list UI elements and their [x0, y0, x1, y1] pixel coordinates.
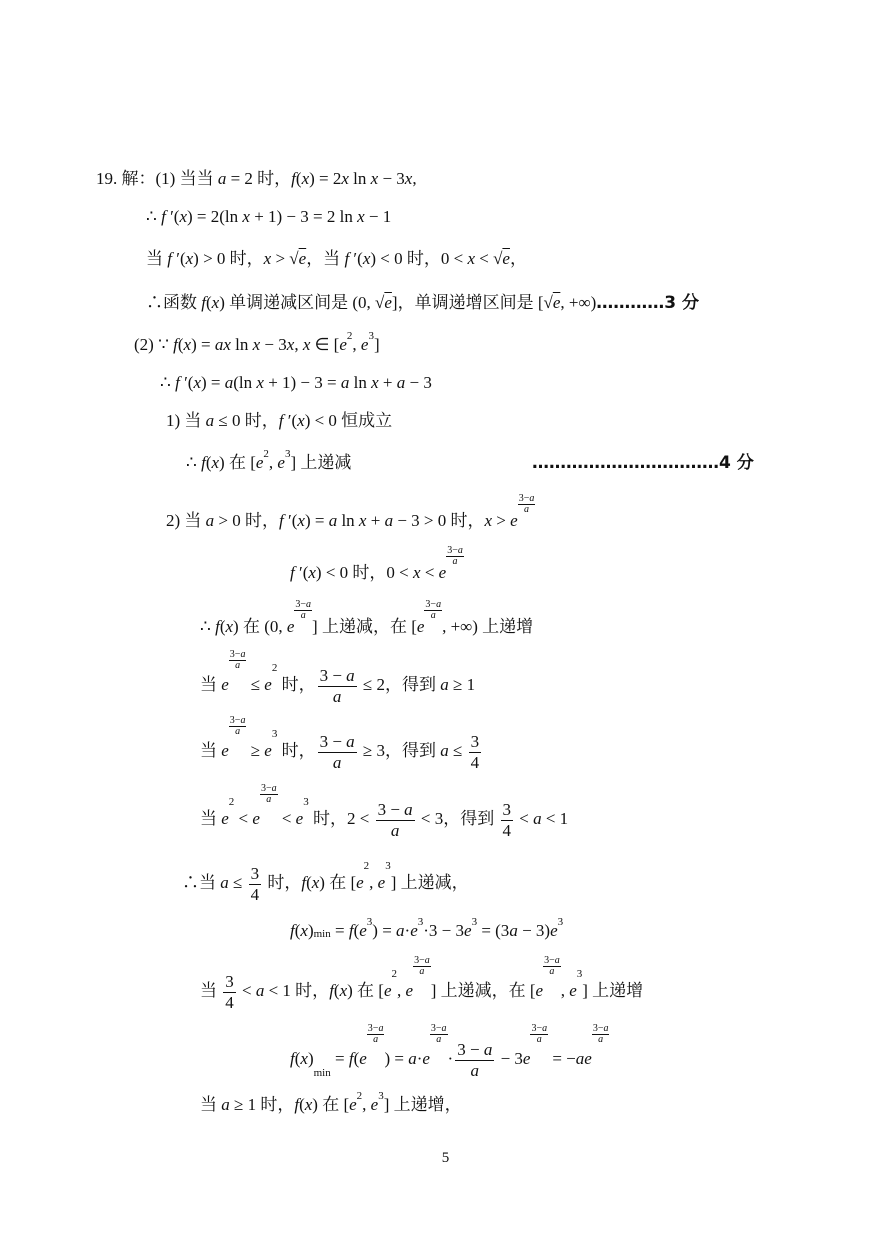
solution-line-18: f(x)min = f(e $\frac{3-a}{a}$ ) = a·e $\frac{3-a}{a}$ · $\frac{3 - a}{a}$ − 3e $\frac{3-a}{a}$ = −ae $\frac{3-a}{a}$ — [290, 1023, 609, 1080]
solution-line-15: ∴当 a ≤ $\frac{3}{4}$ 时，f(x) 在 [$e^2$, $e^3$] 上递减， — [182, 860, 469, 904]
score-mark-4: ……………………………4 分 — [532, 453, 754, 473]
solution-line-4: ∴函数 f(x) 单调递减区间是 (0, √e]，单调递增区间是 [√e, +∞)…………3 分 — [146, 293, 699, 313]
solution-line-3: 当 f ′(x) > 0 时，x > √e，当 f ′(x) < 0 时，0 < x < √e， — [146, 249, 527, 268]
solution-line-16: $f(x)\min = f(e^3) = a\cdot e^3\cdot 3 - 3e^3 = (3a - 3)e^3$ — [290, 916, 564, 940]
solution-line-17: 当 $\frac{3}{4}$ < a < 1 时，f(x) 在 [$e^2$, e $\frac{3-a}{a}$ ] 上递减，在 [e $\frac{3-a}{a}$ , $e^3$] 上递增 — [200, 955, 644, 1012]
solution-line-2: ∴ f ′(x) = 2(ln x + 1) − 3 = 2 ln x − 1 — [146, 207, 392, 226]
solution-line-12: 当 e $\frac{3-a}{a}$ ≤ $e^2$ 时， $\frac{3 - a}{a}$ ≤ 2，得到 a ≥ 1 — [200, 649, 476, 706]
solution-line-1: 19. 解：(1) 当当 a = 2 时，f(x) = 2x ln x − 3x, — [96, 169, 417, 188]
solution-line-19: 当 a ≥ 1 时，f(x) 在 [$e^2$, $e^3$] 上递增， — [200, 1090, 462, 1114]
solution-line-6: ∴ f ′(x) = a(ln x + 1) − 3 = a ln x + a − 3 — [160, 373, 432, 392]
solution-line-14: 当 $e^2 < e$ $\frac{3-a}{a}$ < $e^3$ 时，2 < $\frac{3 - a}{a}$ < 3，得到 $\frac{3}{4}$ < a < 1 — [200, 783, 569, 840]
score-mark-3: …………3 分 — [596, 293, 699, 313]
solution-line-13: 当 e $\frac{3-a}{a}$ ≥ $e^3$ 时， $\frac{3 - a}{a}$ ≥ 3，得到 a ≤ $\frac{3}{4}$ — [200, 715, 480, 772]
solution-line-9: 2) 当 a > 0 时，f ′(x) = a ln x + a − 3 > 0 时，x > e $\frac{3-a}{a}$ — [166, 493, 535, 530]
page-number: 5 — [441, 1150, 450, 1166]
solution-line-11: ∴ f(x) 在 (0, e $\frac{3-a}{a}$ ] 上递减，在 [e $\frac{3-a}{a}$ , +∞) 上递增 — [200, 599, 534, 636]
solution-line-7: 1) 当 a ≤ 0 时，f ′(x) < 0 恒成立 — [166, 411, 393, 430]
solution-line-5: (2) ∵ f(x) = ax ln x − 3x, x ∈ [$e^2$, $e^3$] — [134, 330, 380, 354]
solution-line-8: ∴ f(x) 在 [$e^2$, $e^3$] 上递减 — [186, 448, 352, 472]
solution-line-10: f ′(x) < 0 时，0 < x < e $\frac{3-a}{a}$ — [290, 545, 463, 582]
